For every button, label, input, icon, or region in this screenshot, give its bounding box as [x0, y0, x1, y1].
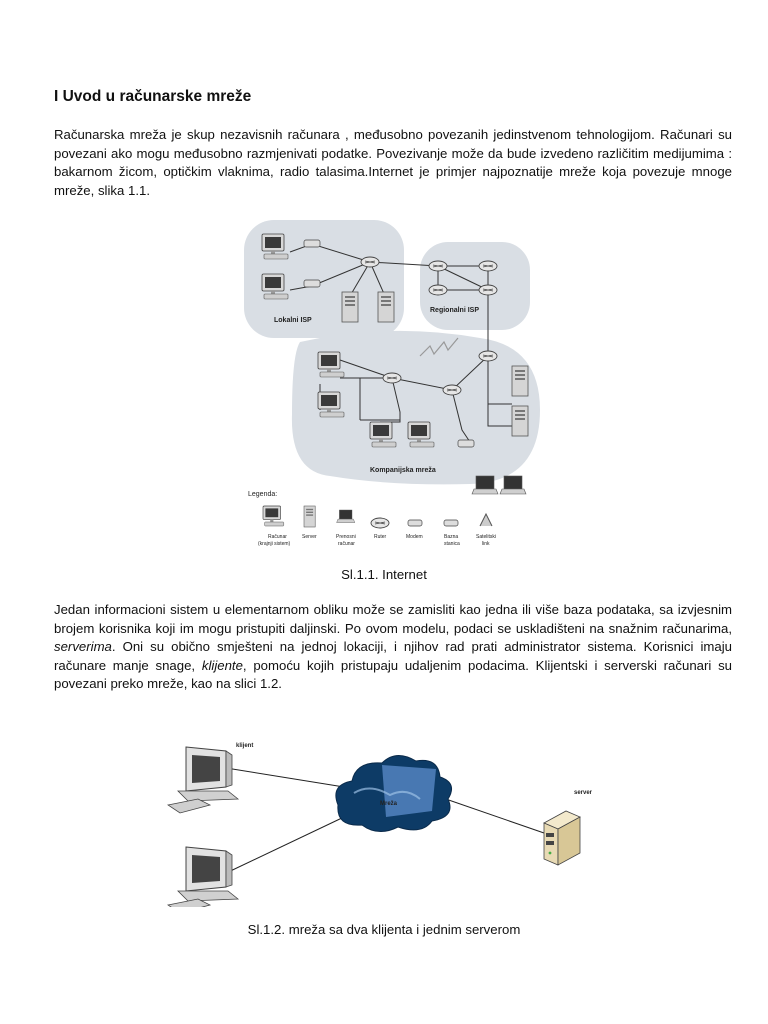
legend-sublabel: (krajnji sistem)	[258, 541, 291, 547]
legend-title: Legenda:	[248, 491, 278, 498]
client-computer-icon	[168, 847, 238, 907]
legend-sublabel: link	[482, 541, 490, 547]
legend-label: Satelitski	[476, 534, 497, 540]
client-label: klijent	[236, 743, 254, 749]
server-label: server	[574, 790, 593, 796]
legend-label: Prenosni	[336, 534, 356, 540]
legend-label: Ruter	[374, 534, 387, 540]
legend-label: Server	[302, 534, 317, 540]
client-computer-icon	[168, 747, 238, 813]
figure2-caption: Sl.1.2. mreža sa dva klijenta i jednim serverom	[247, 922, 521, 937]
network-label: Mreža	[380, 801, 398, 807]
internet-diagram	[240, 214, 546, 554]
client-server-diagram	[160, 735, 600, 907]
legend-label: Računar	[268, 534, 287, 540]
server-icon	[544, 811, 580, 865]
network-cloud-icon	[336, 755, 452, 831]
legend-label: Modem	[406, 534, 423, 540]
legend-sublabel: računar	[338, 541, 355, 547]
legend-sublabel: stanica	[444, 541, 460, 547]
emphasis-clients: klijente	[201, 657, 243, 673]
emphasis-servers: serverima	[54, 639, 112, 655]
information-system-paragraph: Jedan informacioni sistem u elementarnom obliku može se zamisliti kao jedna ili više baza podataka, sa izvjesnim brojem korisnika koji im mogu pristupiti daljinski. Po ovom modelu, podaci se uskladišteni na snažnim računarima, serverima. Oni su obično smješteni na jednoj lokaciji, i njihov rad prati administrator sistema. Korisnici imaju računare manje snage, klijente, pomoću kojih pristupaju udaljenim podacima. Klijentski i serverski računari su povezani preko mreže, kao na slici 1.2.	[54, 602, 733, 692]
legend-label: Bazna	[444, 534, 459, 540]
company-network-label: Kompanijska mreža	[370, 467, 436, 474]
intro-paragraph: Računarska mreža je skup nezavisnih računara , međusobno povezanih jedinstvenom tehnologijom. Računari su povezani ako mogu međusobno razmjenivati podatke. Povezivanje može da bude izvedeno različitim medijumima : bakarnom žicom, optičkim vlaknima, radio talasima.Internet je primjer najpoznatije mreže koja povezuje mnoge mreže, slika 1.1.	[54, 127, 732, 198]
figure1-caption: Sl.1.1. Internet	[341, 567, 427, 582]
section-heading: I Uvod u računarske mreže	[54, 88, 252, 105]
regional-isp-label: Regionalni ISP	[430, 307, 480, 314]
local-isp-label: Lokalni ISP	[274, 317, 312, 324]
legend	[258, 506, 496, 547]
